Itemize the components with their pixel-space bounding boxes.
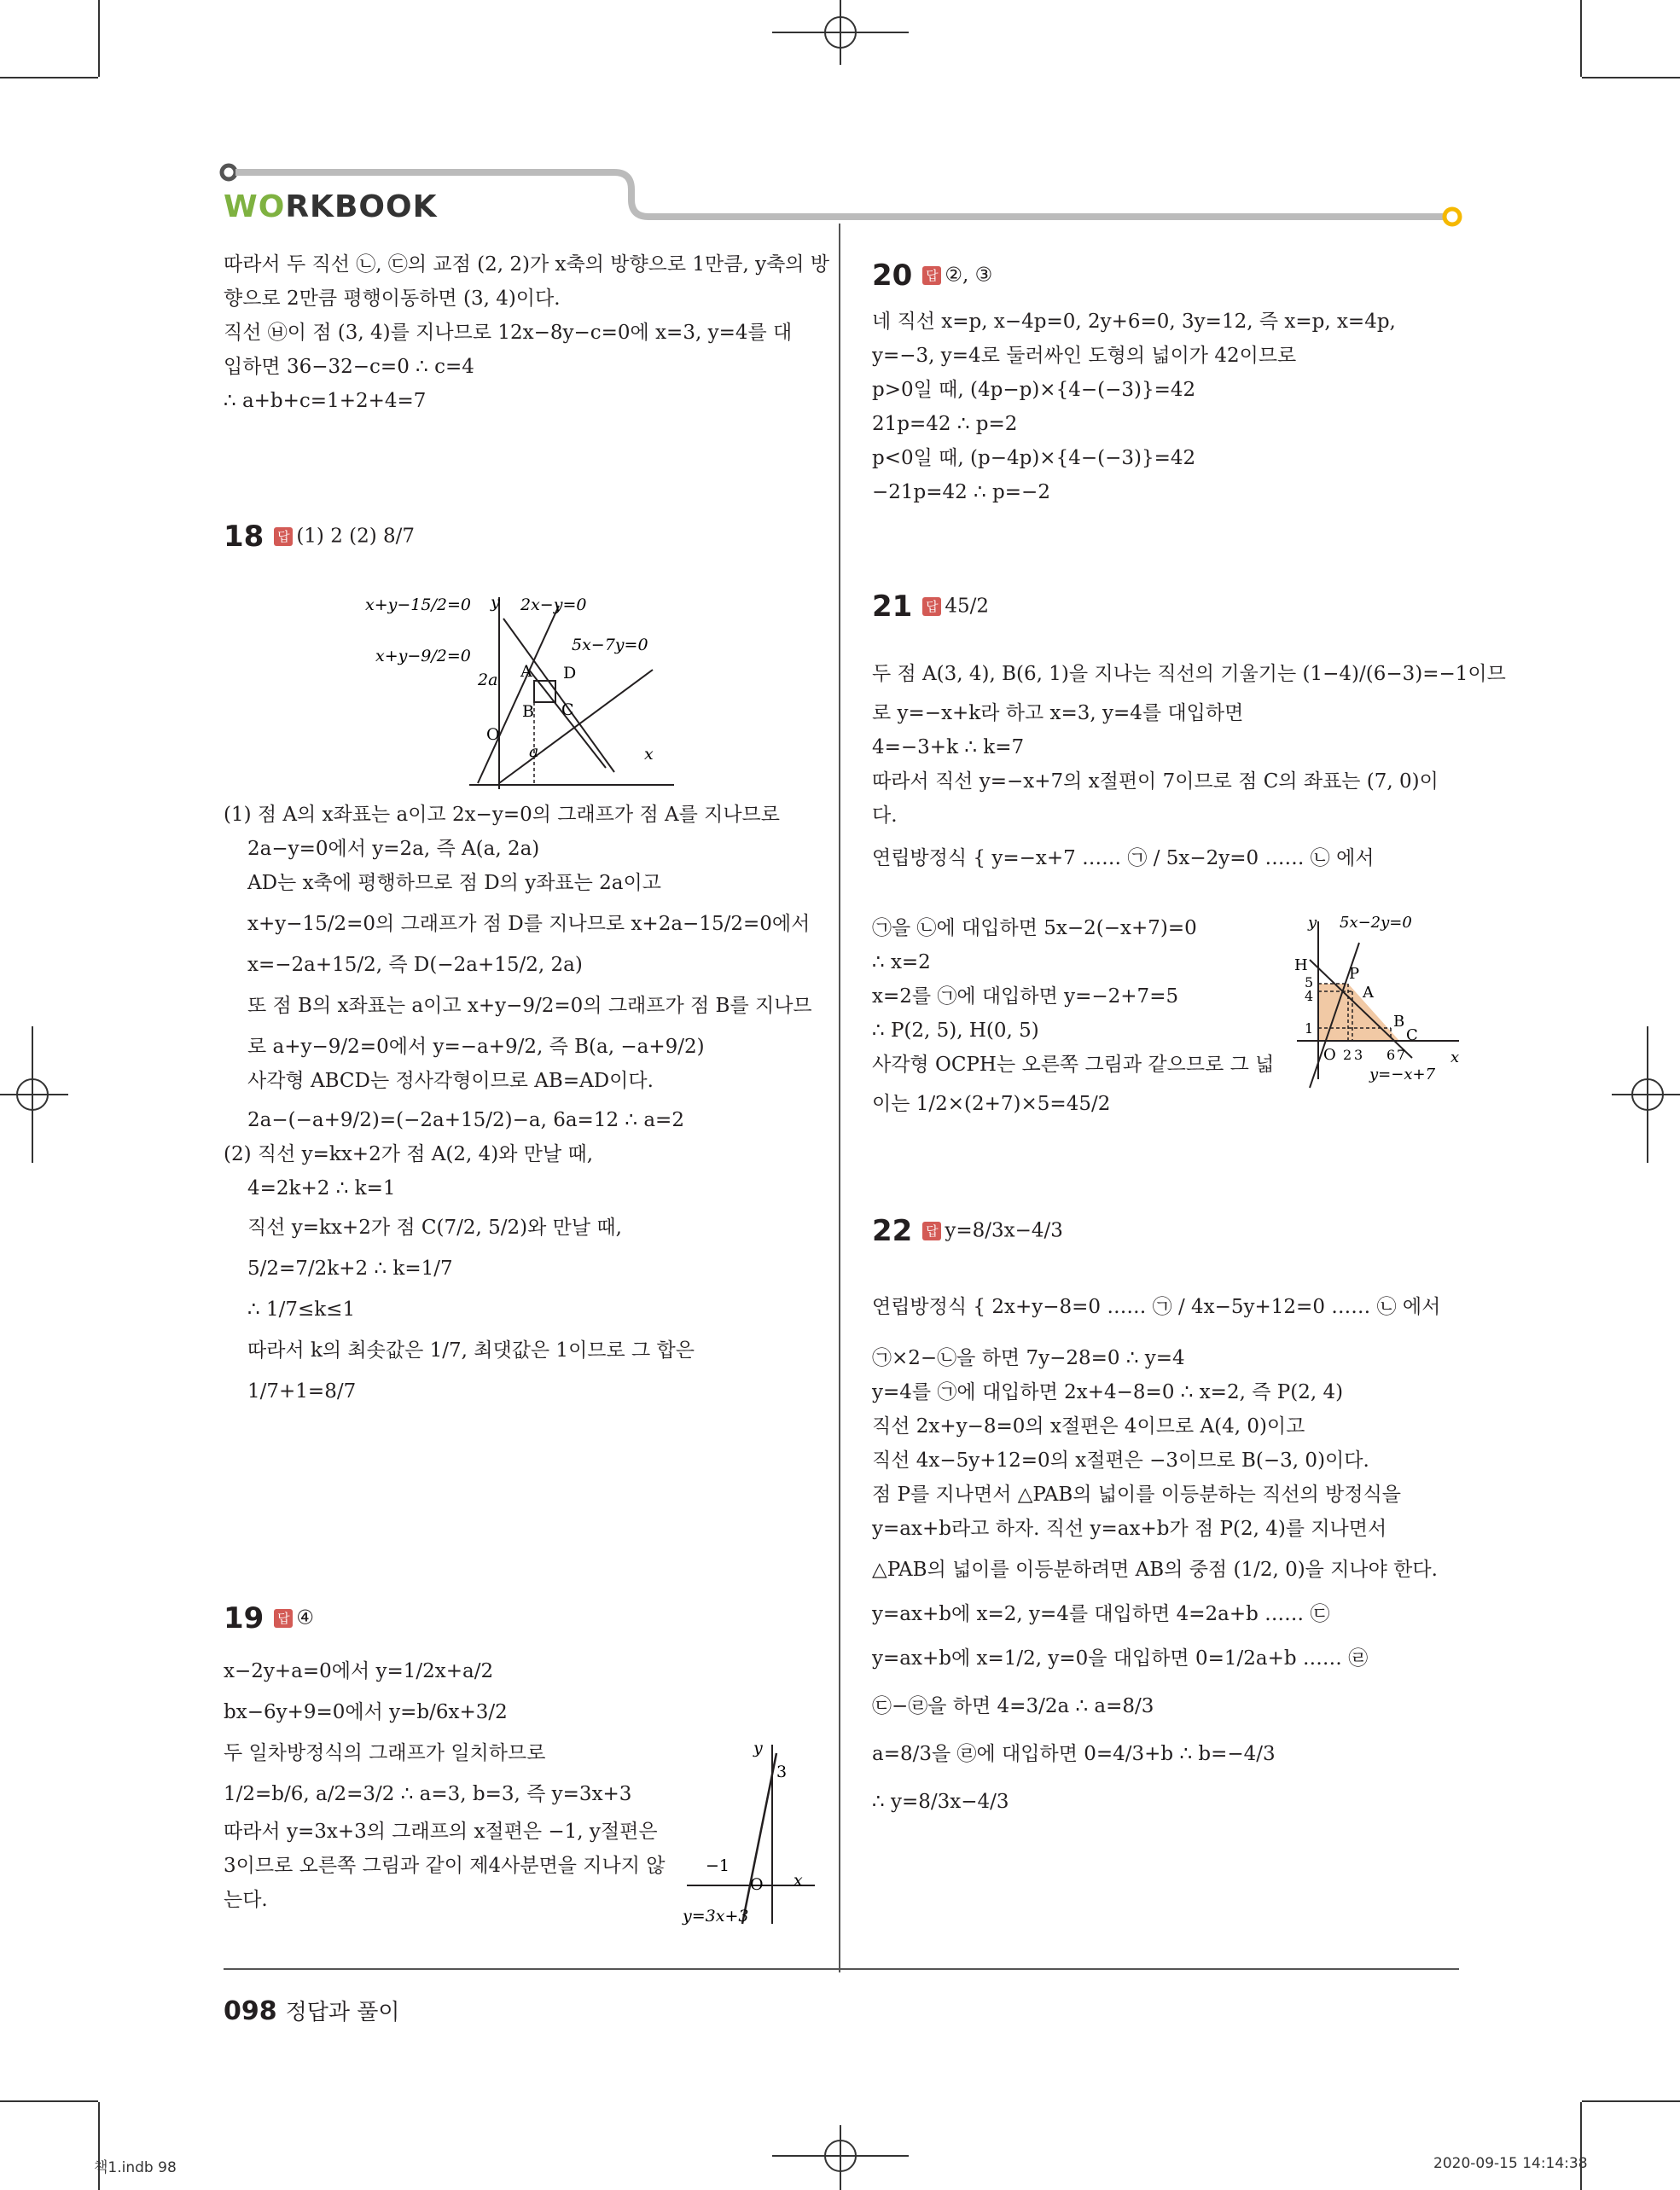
graph-label: y — [753, 1739, 763, 1757]
crop-mark — [0, 2100, 98, 2102]
solution-line: x+y−15/2=0의 그래프가 점 D를 지나므로 x+2a−15/2=0에서 — [247, 913, 811, 935]
solution-line: y=ax+b에 x=1/2, y=0을 대입하면 0=1/2a+b …… ㉣ — [872, 1647, 1369, 1670]
solution-line: y=4를 ㉠에 대입하면 2x+4−8=0 ∴ x=2, 즉 P(2, 4) — [872, 1381, 1344, 1403]
left-column — [224, 247, 830, 418]
solution-line: 직선 4x−5y+12=0의 x절편은 −3이므로 B(−3, 0)이다. — [872, 1449, 1369, 1472]
answer-badge: 답 — [922, 266, 941, 285]
registration-mark-top — [772, 0, 909, 68]
solution-line: 2a−(−a+9/2)=(−2a+15/2)−a, 6a=12 ∴ a=2 — [247, 1109, 684, 1131]
registration-mark-left — [0, 1026, 68, 1163]
graph-label: C — [561, 700, 574, 719]
workbook-logo: WORKBOOK — [224, 189, 438, 224]
solution-line: x=−2a+15/2, 즉 D(−2a+15/2, 2a) — [247, 954, 583, 976]
graph-label: 4 — [1305, 988, 1314, 1004]
graph-label: y=3x+3 — [683, 1907, 749, 1926]
solution-line: 2a−y=0에서 y=2a, 즉 A(a, 2a) — [247, 838, 540, 860]
question-number: 20 — [872, 258, 913, 293]
solution-line: ∴ y=8/3x−4/3 — [872, 1791, 1009, 1813]
graph-label: 5x−7y=0 — [572, 636, 648, 654]
solution-line: a=8/3을 ㉣에 대입하면 0=4/3+b ∴ b=−4/3 — [872, 1743, 1276, 1765]
graph-label: B — [522, 702, 534, 721]
solution-line: ∴ x=2 — [872, 951, 931, 973]
graph-label: y=−x+7 — [1369, 1066, 1436, 1083]
graph-label: 3 — [1354, 1047, 1363, 1063]
answer-badge: 답 — [274, 1609, 293, 1628]
solution-line: 네 직선 x=p, x−4p=0, 2y+6=0, 3y=12, 즉 x=p, x=4p, — [872, 311, 1396, 333]
crop-mark — [0, 77, 98, 78]
solution-line: −21p=42 ∴ p=−2 — [872, 481, 1050, 503]
question-19-header — [224, 1592, 314, 1643]
print-datetime: 2020-09-15 14:14:38 — [1433, 2155, 1588, 2172]
q21-solution — [872, 657, 1506, 875]
solution-line: ㉢−㉣을 하면 4=3/2a ∴ a=8/3 — [872, 1695, 1154, 1717]
q19-graph — [678, 1736, 823, 1928]
question-number: 18 — [224, 519, 264, 554]
solution-line: (1) 점 A의 x좌표는 a이고 2x−y=0의 그래프가 점 A를 지나므로 — [224, 804, 780, 826]
graph-label: A — [1363, 984, 1374, 1002]
question-21-header — [872, 580, 989, 631]
solution-line: 이는 1/2×(2+7)×5=45/2 — [872, 1093, 1111, 1115]
registration-mark-right — [1612, 1026, 1680, 1163]
solution-line: 1/7+1=8/7 — [247, 1380, 357, 1403]
graph-label: H — [1294, 956, 1308, 974]
page-number-value: 098 — [224, 1996, 277, 2026]
graph-label: O — [1323, 1046, 1336, 1064]
q22-solution — [872, 1290, 1469, 1819]
graph-label: 5x−2y=0 — [1340, 914, 1412, 932]
solution-line: 또 점 B의 x좌표는 a이고 x+y−9/2=0의 그래프가 점 B를 지나므 — [247, 995, 812, 1017]
solution-line: bx−6y+9=0에서 y=b/6x+3/2 — [224, 1701, 508, 1723]
question-20-header — [872, 249, 992, 300]
solution-line: 1/2=b/6, a/2=3/2 ∴ a=3, b=3, 즉 y=3x+3 — [224, 1783, 632, 1805]
solution-line: p<0일 때, (p−4p)×{4−(−3)}=42 — [872, 447, 1196, 469]
intro-line: 입하면 36−32−c=0 ∴ c=4 — [224, 356, 474, 378]
graph-label: 5 — [1305, 974, 1314, 990]
solution-line: 로 a+y−9/2=0에서 y=−a+9/2, 즉 B(a, −a+9/2) — [247, 1036, 705, 1058]
question-22-header — [872, 1205, 1063, 1256]
intro-line: 향으로 2만큼 평행이동하면 (3, 4)이다. — [224, 288, 561, 310]
solution-line: 두 일차방정식의 그래프가 일치하므로 — [224, 1742, 546, 1764]
solution-line: 두 점 A(3, 4), B(6, 1)을 지나는 직선의 기울기는 (1−4)/(6−3)=−1이므 — [872, 663, 1506, 685]
solution-line: AD는 x축에 평행하므로 점 D의 y좌표는 2a이고 — [247, 872, 661, 894]
solution-line: 사각형 OCPH는 오른쪽 그림과 같으므로 그 넓 — [872, 1054, 1275, 1076]
solution-line: 따라서 직선 y=−x+7의 x절편이 7이므로 점 C의 좌표는 (7, 0)이 — [872, 770, 1439, 793]
graph-label: D — [563, 664, 577, 683]
solution-line: 로 y=−x+k라 하고 x=3, y=4를 대입하면 — [872, 702, 1244, 724]
solution-line: 따라서 y=3x+3의 그래프의 x절편은 −1, y절편은 — [224, 1821, 658, 1843]
q18-solution — [224, 798, 821, 1409]
solution-line: 4=2k+2 ∴ k=1 — [247, 1177, 396, 1200]
graph-label: x+y−15/2=0 — [365, 595, 471, 614]
q18-graph — [358, 589, 683, 793]
crop-mark — [98, 0, 100, 77]
graph-label: 2x−y=0 — [520, 595, 587, 614]
graph-label: B — [1393, 1013, 1405, 1031]
crop-mark — [1580, 0, 1582, 77]
solution-line: x=2를 ㉠에 대입하면 y=−2+7=5 — [872, 985, 1179, 1008]
solution-line: y=ax+b라고 하자. 직선 y=ax+b가 점 P(2, 4)를 지나면서 — [872, 1518, 1387, 1540]
graph-label: 1 — [1305, 1020, 1314, 1037]
graph-label: y — [1308, 914, 1317, 932]
graph-label: 6 — [1386, 1047, 1396, 1063]
answer-text: y=8/3x−4/3 — [945, 1219, 1063, 1242]
q21-solution-continued — [872, 911, 1282, 1121]
solution-line: y=−3, y=4로 둘러싸인 도형의 넓이가 42이므로 — [872, 345, 1297, 367]
solution-line: 5/2=7/2k+2 ∴ k=1/7 — [247, 1258, 453, 1280]
crop-mark — [98, 2102, 100, 2190]
footer-divider — [224, 1968, 1459, 1970]
solution-line: x−2y+a=0에서 y=1/2x+a/2 — [224, 1660, 494, 1682]
graph-label: C — [1406, 1026, 1418, 1044]
solution-line: p>0일 때, (4p−p)×{4−(−3)}=42 — [872, 379, 1196, 401]
answer-badge: 답 — [922, 1222, 941, 1240]
graph-label: 3 — [776, 1763, 788, 1781]
solution-line: (2) 직선 y=kx+2가 점 A(2, 4)와 만날 때, — [224, 1143, 594, 1165]
intro-line: 따라서 두 직선 ㉡, ㉢의 교점 (2, 2)가 x축의 방향으로 1만큼, y축의 방 — [224, 253, 830, 276]
page-number — [224, 1995, 399, 2026]
solution-line: ∴ P(2, 5), H(0, 5) — [872, 1019, 1039, 1042]
graph-label: 2a — [478, 671, 498, 689]
question-number: 19 — [224, 1600, 264, 1635]
graph-label: y — [491, 593, 500, 612]
solution-line: △PAB의 넓이를 이등분하려면 AB의 중점 (1/2, 0)을 지나야 한다. — [872, 1559, 1438, 1581]
solution-line: 사각형 ABCD는 정사각형이므로 AB=AD이다. — [247, 1070, 654, 1092]
crop-mark — [1582, 2100, 1680, 2102]
solution-line: 다. — [872, 805, 898, 827]
intro-line: ∴ a+b+c=1+2+4=7 — [224, 390, 427, 412]
solution-line: 따라서 k의 최솟값은 1/7, 최댓값은 1이므로 그 합은 — [247, 1339, 695, 1362]
crop-mark — [1582, 77, 1680, 78]
graph-label: x — [1450, 1049, 1460, 1066]
solution-line: y=ax+b에 x=2, y=4를 대입하면 4=2a+b …… ㉢ — [872, 1603, 1330, 1625]
solution-line: ㉠×2−㉡을 하면 7y−28=0 ∴ y=4 — [872, 1347, 1185, 1369]
solution-line: 4=−3+k ∴ k=7 — [872, 736, 1025, 758]
graph-label: A — [520, 662, 532, 681]
column-divider — [839, 224, 840, 1972]
graph-label: O — [750, 1875, 764, 1894]
crop-mark — [1580, 2102, 1582, 2190]
question-number: 21 — [872, 589, 913, 624]
q19-solution — [224, 1651, 667, 1917]
solution-line: 3이므로 오른쪽 그림과 같이 제4사분면을 지나지 않 — [224, 1855, 666, 1877]
graph-label: x — [644, 745, 654, 764]
graph-label: O — [486, 725, 500, 744]
solution-line: 직선 2x+y−8=0의 x절편은 4이므로 A(4, 0)이고 — [872, 1415, 1305, 1438]
question-number: 22 — [872, 1213, 913, 1248]
answer-text: ④ — [296, 1606, 314, 1629]
q20-solution — [872, 305, 1469, 509]
solution-line: ㉠을 ㉡에 대입하면 5x−2(−x+7)=0 — [872, 917, 1197, 939]
solution-line: 연립방정식 { y=−x+7 …… ㉠ / 5x−2y=0 …… ㉡ 에서 — [872, 847, 1375, 869]
solution-line: 는다. — [224, 1889, 268, 1911]
registration-mark-bottom — [772, 2122, 909, 2190]
graph-label: x+y−9/2=0 — [375, 647, 471, 665]
solution-line: 연립방정식 { 2x+y−8=0 …… ㉠ / 4x−5y+12=0 …… ㉡ 에서 — [872, 1296, 1441, 1318]
graph-label: x — [793, 1871, 803, 1890]
answer-text: 45/2 — [945, 595, 989, 618]
graph-label: P — [1349, 965, 1360, 983]
solution-line: 21p=42 ∴ p=2 — [872, 413, 1018, 435]
solution-line: 점 P를 지나면서 △PAB의 넓이를 이등분하는 직선의 방정식을 — [872, 1484, 1402, 1506]
solution-line: ∴ 1/7≤k≤1 — [247, 1298, 356, 1321]
graph-label: 2 — [1343, 1047, 1352, 1063]
answer-text: (1) 2 (2) 8/7 — [296, 525, 416, 548]
question-18-header — [224, 510, 415, 561]
section-title: 정답과 풀이 — [285, 2000, 400, 2025]
q21-graph — [1284, 909, 1468, 1101]
graph-label: 7 — [1397, 1047, 1406, 1063]
graph-label: a — [529, 742, 539, 761]
answer-badge: 답 — [922, 597, 941, 616]
solution-line: 직선 y=kx+2가 점 C(7/2, 5/2)와 만날 때, — [247, 1217, 622, 1239]
answer-text: ②, ③ — [945, 264, 993, 287]
answer-badge: 답 — [274, 527, 293, 546]
print-file-info: 책1.indb 98 — [94, 2159, 177, 2176]
graph-label: −1 — [706, 1856, 730, 1875]
intro-line: 직선 ㉥이 점 (3, 4)를 지나므로 12x−8y−c=0에 x=3, y=4를 대 — [224, 322, 793, 344]
